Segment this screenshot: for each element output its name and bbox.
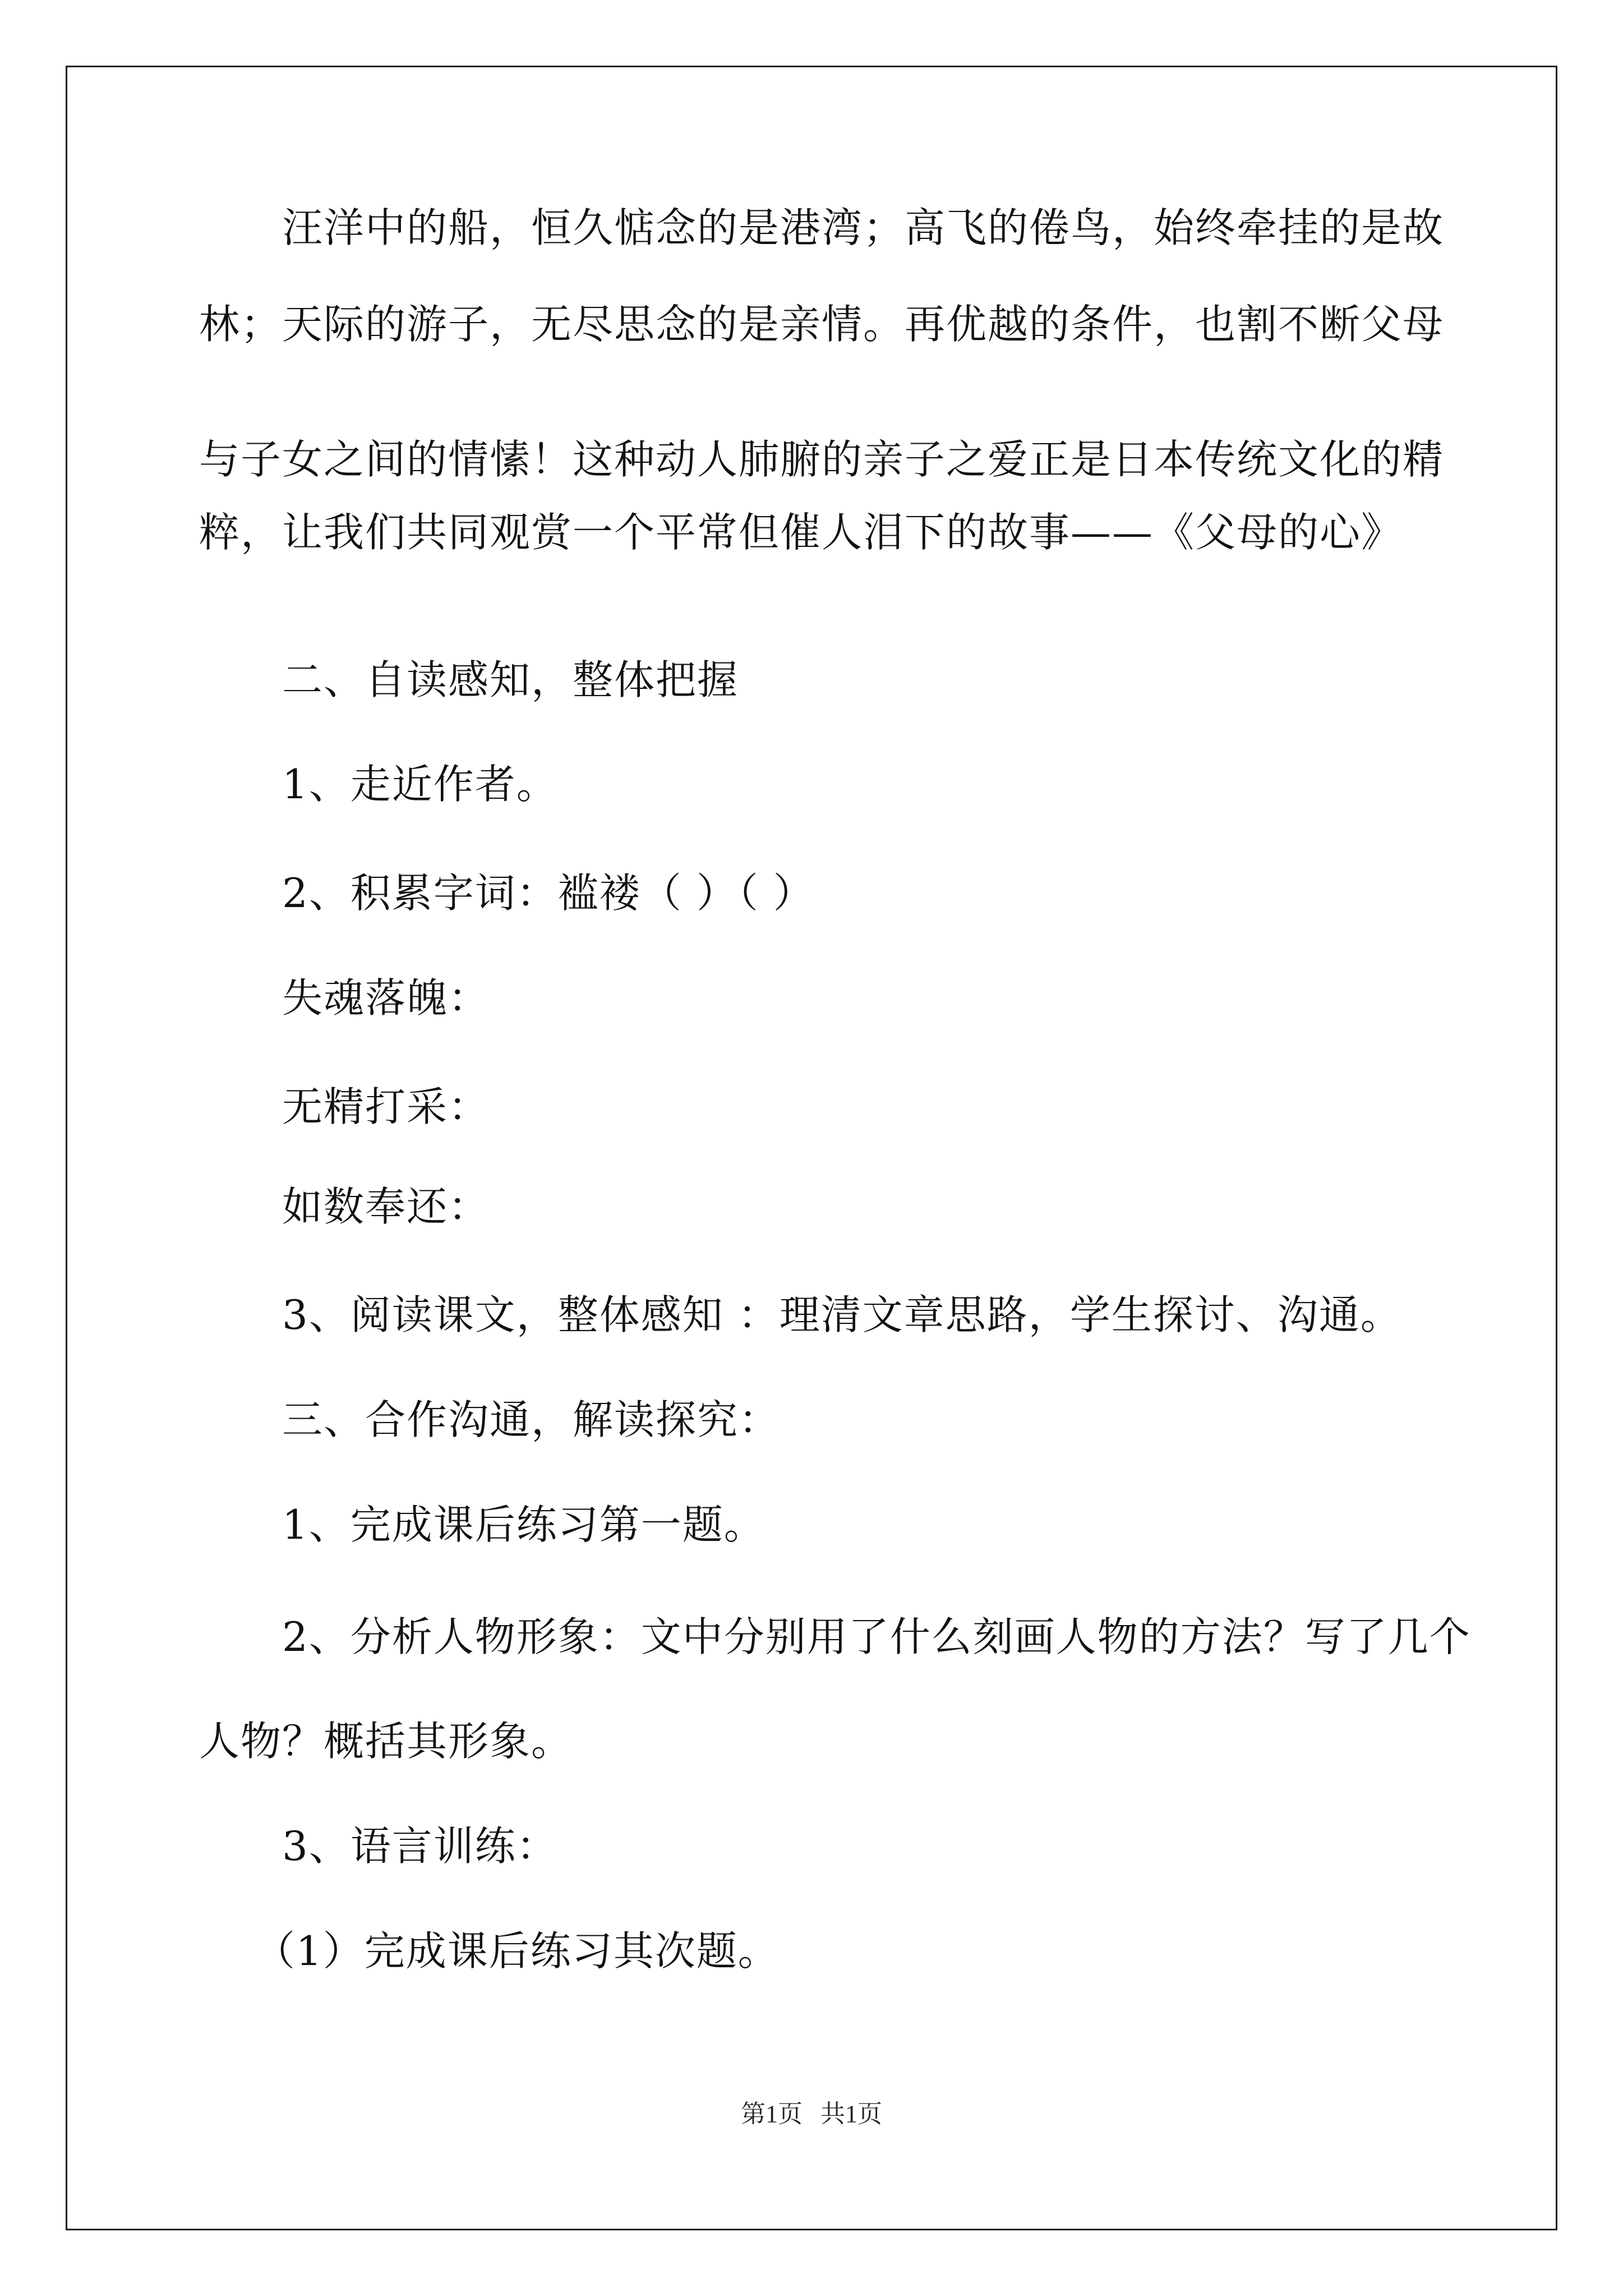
page-footer bbox=[0, 2093, 1623, 2129]
list-item: 2、积累字词：褴褛（ ）（ ） bbox=[199, 869, 815, 917]
vocab-item: 失魂落魄： bbox=[199, 974, 490, 1022]
text-line: 林；天际的游子，无尽思念的是亲情。再优越的条件，也割不断父母 bbox=[199, 301, 1445, 348]
text-line: 人物？概括其形象。 bbox=[199, 1718, 573, 1765]
section-heading: 三、合作沟通，解读探究： bbox=[199, 1396, 781, 1443]
vocab-item: 如数奉还： bbox=[199, 1183, 490, 1230]
list-item: 3、语言训练： bbox=[199, 1823, 558, 1870]
list-item: 3、阅读课文，整体感知 ：理清文章思路，学生探讨、沟通。 bbox=[199, 1291, 1402, 1338]
list-item: 1、完成课后练习第一题。 bbox=[199, 1501, 766, 1548]
list-item: 1、走近作者。 bbox=[199, 761, 558, 808]
list-item: （1）完成课后练习其次题。 bbox=[199, 1927, 780, 1975]
text-line: 粹，让我们共同观赏一个平常但催人泪下的故事——《父母的心》 bbox=[199, 509, 1403, 556]
list-item: 2、分析人物形象：文中分别用了什么刻画人物的方法？写了几个 bbox=[199, 1613, 1471, 1660]
page-total: 共1页 bbox=[820, 2100, 882, 2128]
page-border bbox=[66, 66, 1557, 2230]
text-line: 汪洋中的船，恒久惦念的是港湾；高飞的倦鸟，始终牵挂的是故 bbox=[199, 204, 1445, 251]
page-number: 第1页 bbox=[741, 2100, 803, 2128]
vocab-item: 无精打采： bbox=[199, 1083, 490, 1130]
text-line: 与子女之间的情愫！这种动人肺腑的亲子之爱正是日本传统文化的精 bbox=[199, 436, 1445, 483]
section-heading: 二、自读感知，整体把握 bbox=[199, 656, 739, 703]
